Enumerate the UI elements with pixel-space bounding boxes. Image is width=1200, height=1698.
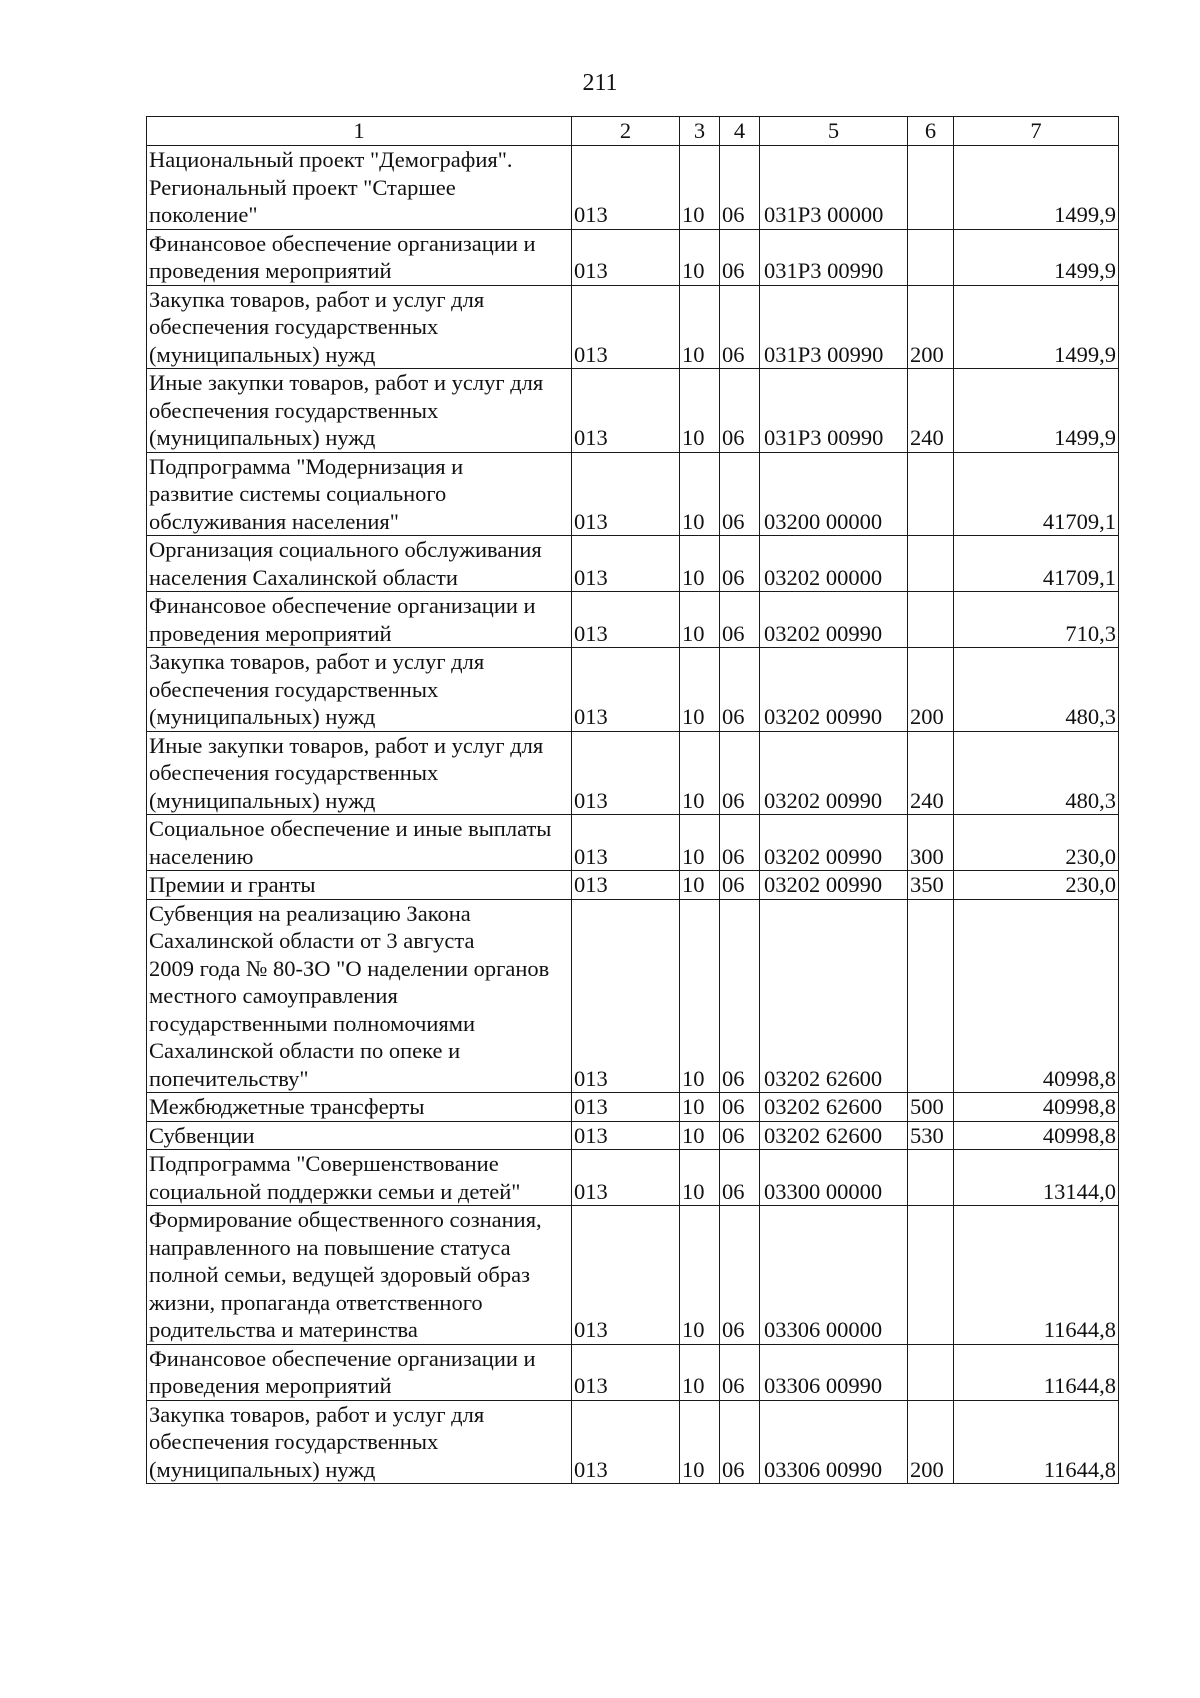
dept-code-cell: 013 [572, 1344, 680, 1400]
item-name-cell: Формирование общественного сознания, направленного на повышение статуса полной семьи, ведущей здоровый образ жизни, пропаганда ответственного родительства и материнства [147, 1206, 572, 1345]
item-name-cell: Финансовое обеспечение организации и проведения мероприятий [147, 229, 572, 285]
section-code-cell: 10 [680, 899, 720, 1093]
item-name-cell: Межбюджетные трансферты [147, 1093, 572, 1122]
section-code-cell: 10 [680, 146, 720, 230]
section-code-cell: 10 [680, 871, 720, 900]
table-row [147, 899, 1119, 1093]
expense-type-code-cell [908, 1344, 954, 1400]
subsection-code-cell: 06 [720, 1206, 760, 1345]
item-name-cell: Социальное обеспечение и иные выплаты населению [147, 815, 572, 871]
expense-type-code-cell: 530 [908, 1121, 954, 1150]
subsection-code-cell: 06 [720, 229, 760, 285]
amount-cell: 230,0 [954, 871, 1119, 900]
expense-type-code-cell: 350 [908, 871, 954, 900]
section-code-cell: 10 [680, 285, 720, 369]
target-article-code-cell: 03202 62600 [760, 899, 908, 1093]
amount-cell: 40998,8 [954, 1121, 1119, 1150]
amount-cell: 710,3 [954, 592, 1119, 648]
expense-type-code-cell [908, 1150, 954, 1206]
expense-type-code-cell [908, 592, 954, 648]
header-col-6: 6 [908, 117, 954, 146]
dept-code-cell: 013 [572, 1150, 680, 1206]
target-article-code-cell: 03202 00990 [760, 871, 908, 900]
subsection-code-cell: 06 [720, 648, 760, 732]
section-code-cell: 10 [680, 592, 720, 648]
amount-cell: 11644,8 [954, 1400, 1119, 1484]
expense-type-code-cell: 500 [908, 1093, 954, 1122]
amount-cell: 230,0 [954, 815, 1119, 871]
expense-type-code-cell: 300 [908, 815, 954, 871]
dept-code-cell: 013 [572, 229, 680, 285]
table-row [147, 1400, 1119, 1484]
target-article-code-cell: 03202 00990 [760, 648, 908, 732]
target-article-code-cell: 03306 00990 [760, 1344, 908, 1400]
table-row [147, 1206, 1119, 1345]
table-row [147, 1093, 1119, 1122]
table-row [147, 229, 1119, 285]
target-article-code-cell: 03200 00000 [760, 452, 908, 536]
item-name-cell: Подпрограмма "Совершенствование социальной поддержки семьи и детей" [147, 1150, 572, 1206]
table-row [147, 1344, 1119, 1400]
expense-type-code-cell: 240 [908, 731, 954, 815]
expense-type-code-cell: 240 [908, 369, 954, 453]
item-name-cell: Национальный проект "Демография". Региональный проект "Старшее поколение" [147, 146, 572, 230]
amount-cell: 480,3 [954, 731, 1119, 815]
header-col-7: 7 [954, 117, 1119, 146]
subsection-code-cell: 06 [720, 815, 760, 871]
table-row [147, 146, 1119, 230]
table-row [147, 648, 1119, 732]
target-article-code-cell: 031P3 00990 [760, 369, 908, 453]
dept-code-cell: 013 [572, 146, 680, 230]
section-code-cell: 10 [680, 452, 720, 536]
dept-code-cell: 013 [572, 648, 680, 732]
subsection-code-cell: 06 [720, 1093, 760, 1122]
target-article-code-cell: 03202 62600 [760, 1121, 908, 1150]
target-article-code-cell: 031P3 00990 [760, 285, 908, 369]
item-name-cell: Финансовое обеспечение организации и проведения мероприятий [147, 592, 572, 648]
dept-code-cell: 013 [572, 1400, 680, 1484]
table-row [147, 731, 1119, 815]
section-code-cell: 10 [680, 1206, 720, 1345]
target-article-code-cell: 031P3 00990 [760, 229, 908, 285]
dept-code-cell: 013 [572, 452, 680, 536]
amount-cell: 1499,9 [954, 285, 1119, 369]
subsection-code-cell: 06 [720, 1150, 760, 1206]
target-article-code-cell: 03202 00990 [760, 592, 908, 648]
item-name-cell: Организация социального обслуживания населения Сахалинской области [147, 536, 572, 592]
section-code-cell: 10 [680, 369, 720, 453]
subsection-code-cell: 06 [720, 536, 760, 592]
expense-type-code-cell: 200 [908, 1400, 954, 1484]
expense-type-code-cell [908, 1206, 954, 1345]
dept-code-cell: 013 [572, 536, 680, 592]
header-col-4: 4 [720, 117, 760, 146]
item-name-cell: Субвенция на реализацию Закона Сахалинской области от 3 августа 2009 года № 80-ЗО "О наделении органов местного самоуправления государственными полномочиями Сахалинской области по опеке и попечительству" [147, 899, 572, 1093]
table-row [147, 815, 1119, 871]
header-col-2: 2 [572, 117, 680, 146]
section-code-cell: 10 [680, 648, 720, 732]
amount-cell: 41709,1 [954, 452, 1119, 536]
dept-code-cell: 013 [572, 899, 680, 1093]
item-name-cell: Подпрограмма "Модернизация и развитие системы социального обслуживания населения" [147, 452, 572, 536]
subsection-code-cell: 06 [720, 1344, 760, 1400]
section-code-cell: 10 [680, 1400, 720, 1484]
section-code-cell: 10 [680, 229, 720, 285]
subsection-code-cell: 06 [720, 1400, 760, 1484]
target-article-code-cell: 03202 00990 [760, 815, 908, 871]
table-row [147, 1121, 1119, 1150]
item-name-cell: Иные закупки товаров, работ и услуг для обеспечения государственных (муниципальных) нужд [147, 731, 572, 815]
section-code-cell: 10 [680, 536, 720, 592]
subsection-code-cell: 06 [720, 871, 760, 900]
target-article-code-cell: 03202 00000 [760, 536, 908, 592]
item-name-cell: Закупка товаров, работ и услуг для обеспечения государственных (муниципальных) нужд [147, 1400, 572, 1484]
section-code-cell: 10 [680, 1150, 720, 1206]
header-col-1: 1 [147, 117, 572, 146]
amount-cell: 40998,8 [954, 1093, 1119, 1122]
item-name-cell: Закупка товаров, работ и услуг для обеспечения государственных (муниципальных) нужд [147, 285, 572, 369]
table-body [147, 146, 1119, 1484]
expense-type-code-cell: 200 [908, 285, 954, 369]
dept-code-cell: 013 [572, 731, 680, 815]
target-article-code-cell: 03202 00990 [760, 731, 908, 815]
amount-cell: 41709,1 [954, 536, 1119, 592]
dept-code-cell: 013 [572, 1093, 680, 1122]
item-name-cell: Субвенции [147, 1121, 572, 1150]
amount-cell: 11644,8 [954, 1344, 1119, 1400]
header-row [147, 117, 1119, 146]
table-row [147, 1150, 1119, 1206]
amount-cell: 1499,9 [954, 369, 1119, 453]
subsection-code-cell: 06 [720, 1121, 760, 1150]
expense-type-code-cell [908, 899, 954, 1093]
target-article-code-cell: 03306 00000 [760, 1206, 908, 1345]
subsection-code-cell: 06 [720, 369, 760, 453]
dept-code-cell: 013 [572, 369, 680, 453]
subsection-code-cell: 06 [720, 285, 760, 369]
target-article-code-cell: 03306 00990 [760, 1400, 908, 1484]
section-code-cell: 10 [680, 1344, 720, 1400]
table-header [147, 117, 1119, 146]
amount-cell: 40998,8 [954, 899, 1119, 1093]
section-code-cell: 10 [680, 1121, 720, 1150]
item-name-cell: Премии и гранты [147, 871, 572, 900]
target-article-code-cell: 031P3 00000 [760, 146, 908, 230]
subsection-code-cell: 06 [720, 731, 760, 815]
table-row [147, 536, 1119, 592]
target-article-code-cell: 03300 00000 [760, 1150, 908, 1206]
table-row [147, 369, 1119, 453]
target-article-code-cell: 03202 62600 [760, 1093, 908, 1122]
subsection-code-cell: 06 [720, 899, 760, 1093]
budget-table [146, 116, 1119, 1484]
dept-code-cell: 013 [572, 1206, 680, 1345]
table-row [147, 285, 1119, 369]
header-col-3: 3 [680, 117, 720, 146]
amount-cell: 11644,8 [954, 1206, 1119, 1345]
dept-code-cell: 013 [572, 592, 680, 648]
amount-cell: 1499,9 [954, 146, 1119, 230]
expense-type-code-cell [908, 146, 954, 230]
item-name-cell: Закупка товаров, работ и услуг для обеспечения государственных (муниципальных) нужд [147, 648, 572, 732]
amount-cell: 1499,9 [954, 229, 1119, 285]
subsection-code-cell: 06 [720, 592, 760, 648]
dept-code-cell: 013 [572, 285, 680, 369]
amount-cell: 13144,0 [954, 1150, 1119, 1206]
header-col-5: 5 [760, 117, 908, 146]
section-code-cell: 10 [680, 815, 720, 871]
section-code-cell: 10 [680, 731, 720, 815]
amount-cell: 480,3 [954, 648, 1119, 732]
expense-type-code-cell: 200 [908, 648, 954, 732]
item-name-cell: Иные закупки товаров, работ и услуг для обеспечения государственных (муниципальных) нужд [147, 369, 572, 453]
dept-code-cell: 013 [572, 871, 680, 900]
table-row [147, 592, 1119, 648]
section-code-cell: 10 [680, 1093, 720, 1122]
expense-type-code-cell [908, 452, 954, 536]
table-row [147, 452, 1119, 536]
subsection-code-cell: 06 [720, 452, 760, 536]
subsection-code-cell: 06 [720, 146, 760, 230]
expense-type-code-cell [908, 536, 954, 592]
item-name-cell: Финансовое обеспечение организации и проведения мероприятий [147, 1344, 572, 1400]
page-number: 211 [582, 70, 618, 96]
dept-code-cell: 013 [572, 815, 680, 871]
expense-type-code-cell [908, 229, 954, 285]
table-row [147, 871, 1119, 900]
dept-code-cell: 013 [572, 1121, 680, 1150]
